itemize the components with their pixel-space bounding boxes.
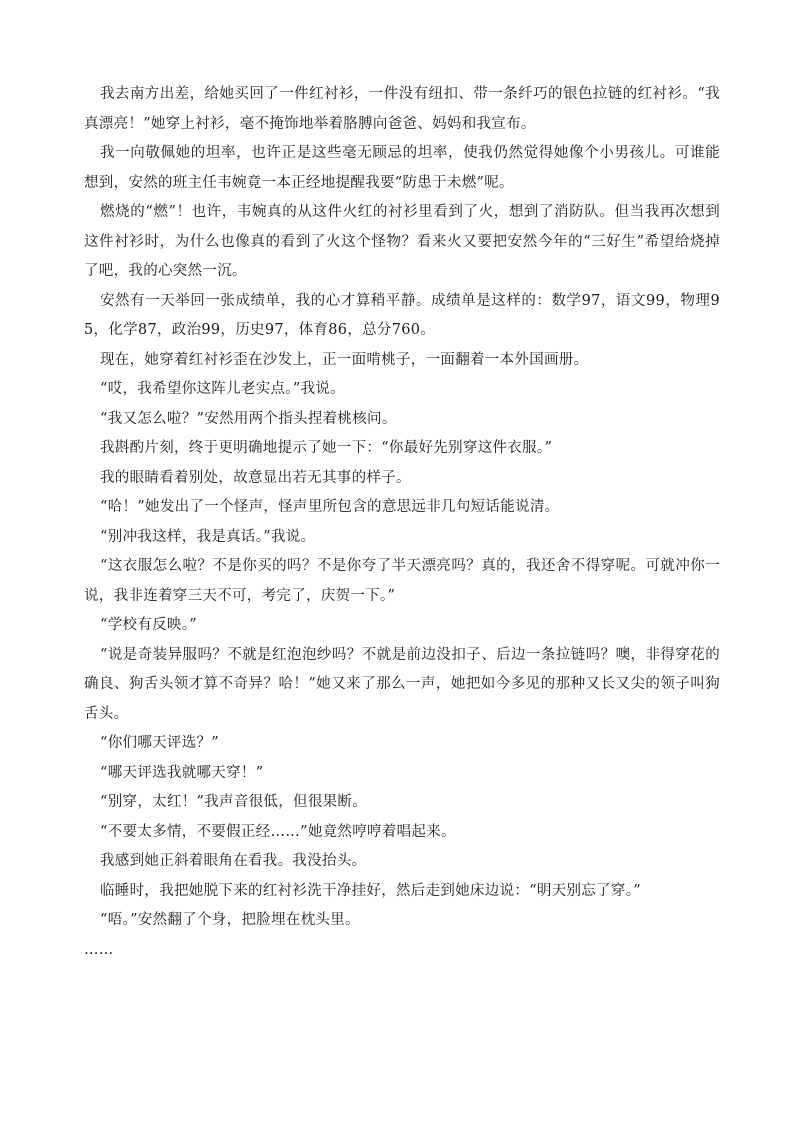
paragraph-7: “我又怎么啦？”安然用两个指头捏着桃核问。 <box>100 410 397 427</box>
paragraph-18: “不要太多情，不要假正经……”她竟然哼哼着唱起来。 <box>100 823 456 840</box>
paragraph-15: “你们哪天评选？” <box>100 735 220 751</box>
paragraph-19: 我感到她正斜着眼角在看我。我没抬头。 <box>100 853 367 869</box>
paragraph-16: “哪天评选我就哪天穿！” <box>100 764 264 781</box>
paragraph-10: “哈！”她发出了一个怪声，怪声里所包含的意思远非几句短话能说清。 <box>100 499 560 515</box>
paragraph-11: “别冲我这样，我是真话。”我说。 <box>100 528 316 545</box>
paragraph-1: 我去南方出差，给她买回了一件红衬衫，一件没有纽扣、带一条纤巧的银色拉链的红衬衫。“我真漂亮！”她穿上衬衫，毫不掩饰地举着胳膊向爸爸、妈妈和我宣布。 <box>84 86 720 132</box>
paragraph-6: “哎，我希望你这阵儿老实点。”我说。 <box>100 381 345 397</box>
paragraph-21: “唔。”安然翻了个身，把脸埋在枕头里。 <box>100 912 360 928</box>
article-body <box>84 80 720 965</box>
paragraph-8: 我斟酌片刻，终于更明确地提示了她一下：“你最好先别穿这件衣服。” <box>100 440 553 456</box>
paragraph-13: “学校有反映。” <box>100 617 197 633</box>
paragraph-3: 燃烧的“燃”！也许，韦婉真的从这件火红的衬衫里看到了火，想到了消防队。但当我再次想到这件衬衫时，为什么也像真的看到了火这个怪物？看来火又要把安然今年的“三好生”希望给烧掉了吧，我的心突然一沉。 <box>84 204 720 279</box>
ellipsis-line: …… <box>84 941 114 958</box>
paragraph-2: 我一向敬佩她的坦率，也许正是这些毫无顾忌的坦率，使我仍然觉得她像个小男孩儿。可谁能想到，安然的班主任韦婉竟一本正经地提醒我要“防患于未燃”呢。 <box>84 145 720 191</box>
paragraph-17: “别穿，太红！”我声音很低，但很果断。 <box>100 794 368 810</box>
paragraph-9: 我的眼睛看着别处，故意显出若无其事的样子。 <box>100 469 411 486</box>
paragraph-14: “说是奇装异服吗？不就是红泡泡纱吗？不就是前边没扣子、后边一条拉链吗？噢，非得穿花的确良、狗舌头领才算不奇异？哈！”她又来了那么一声，她把如今多见的那种又长又尖的领子叫狗舌头。 <box>84 646 720 722</box>
paragraph-12: “这衣服怎么啦？不是你买的吗？不是你夸了半天漂亮吗？真的，我还舍不得穿呢。可就冲你一说，我非连着穿三天不可，考完了，庆贺一下。” <box>84 558 720 604</box>
paragraph-5: 现在，她穿着红衬衫歪在沙发上，正一面啃桃子，一面翻着一本外国画册。 <box>100 351 589 368</box>
paragraph-4: 安然有一天举回一张成绩单，我的心才算稍平静。成绩单是这样的：数学97，语文99，物理95，化学87，政治99，历史97，体育86，总分760。 <box>84 292 720 338</box>
paragraph-20: 临睡时，我把她脱下来的红衬衫洗干净挂好，然后走到她床边说：“明天别忘了穿。” <box>100 882 641 899</box>
